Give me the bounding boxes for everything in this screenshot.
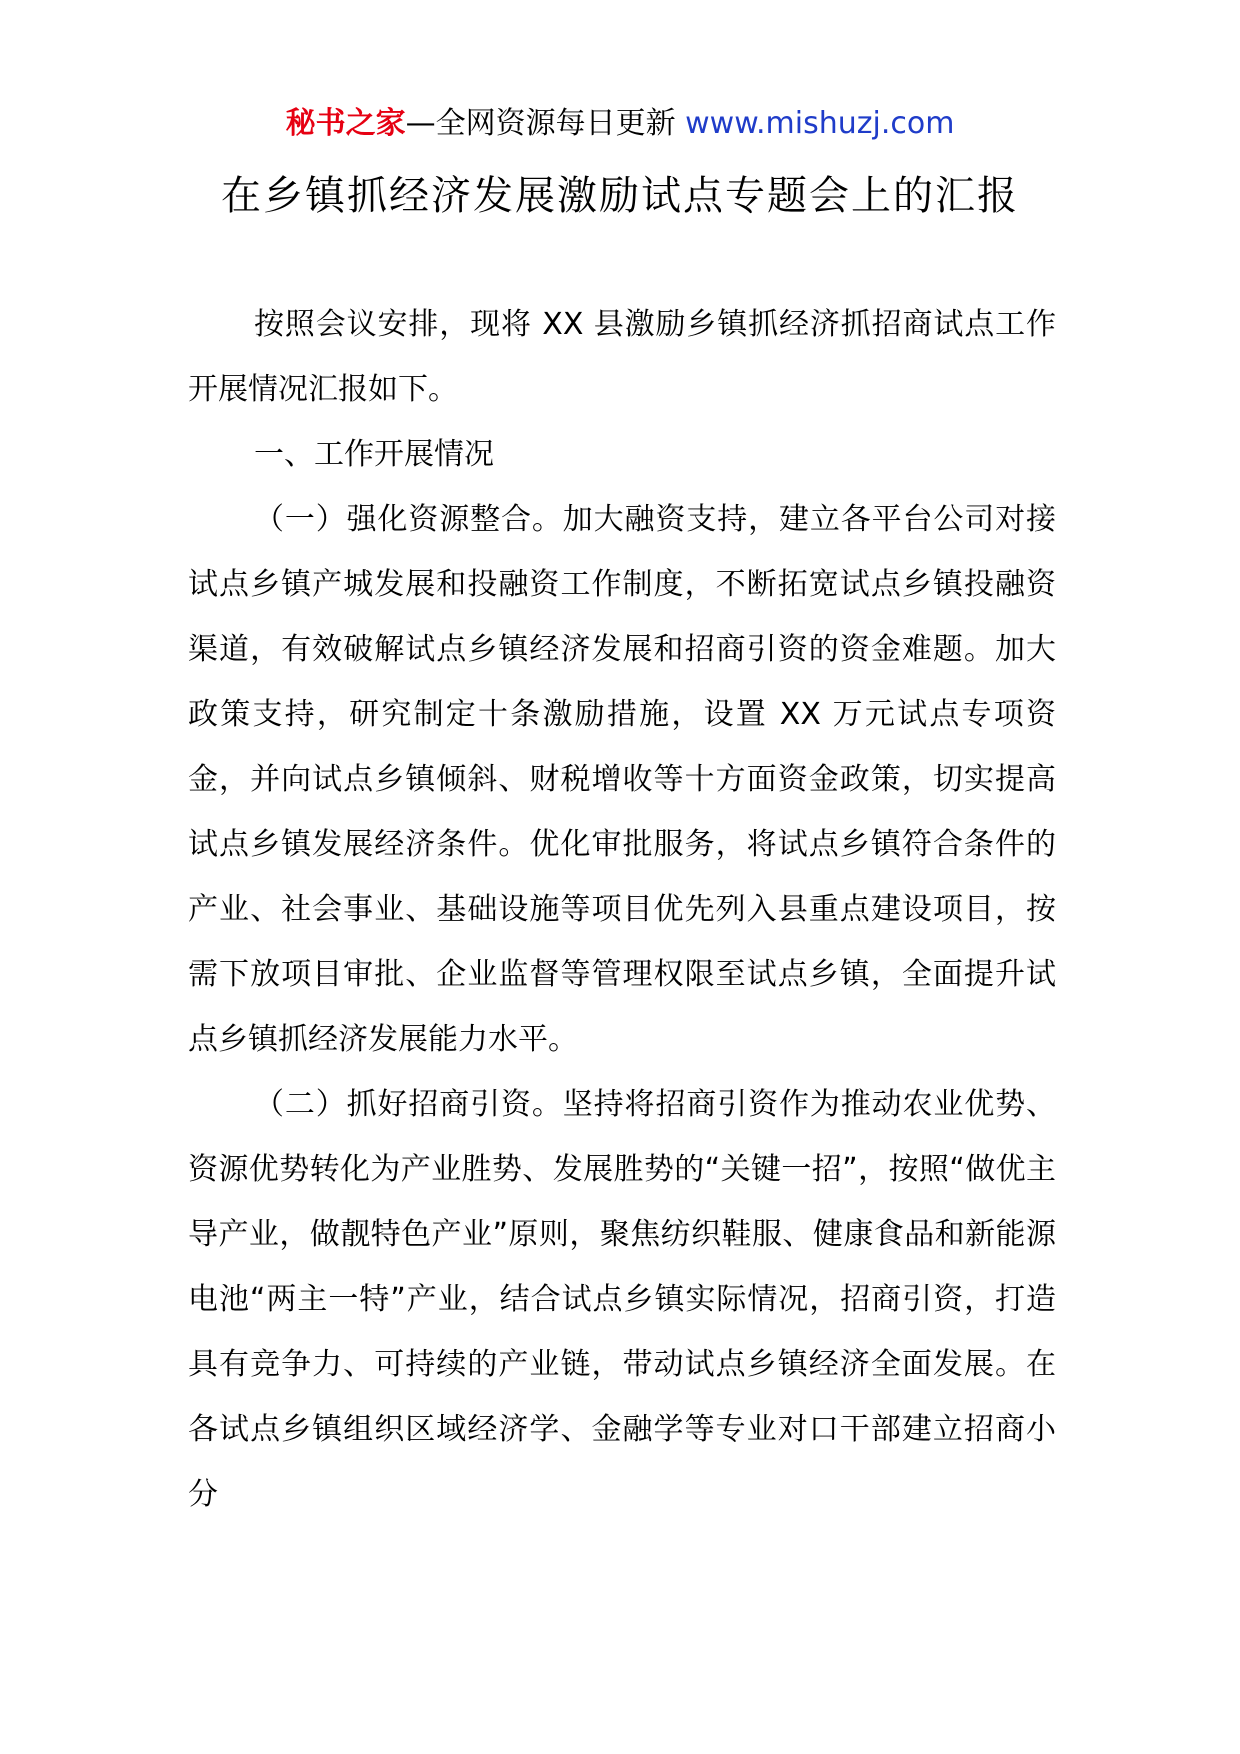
body-paragraph: （一）强化资源整合。加大融资支持，建立各平台公司对接试点乡镇产城发展和投融资工作制度，不断拓宽试点乡镇投融资渠道，有效破解试点乡镇经济发展和招商引资的资金难题。加大政策支持，研究制定十条激励措施，设置 XX 万元试点专项资金，并向试点乡镇倾斜、财税增收等十方面资金政策，切实提高试点乡镇发展经济条件。优化审批服务，将试点乡镇符合条件的产业、社会事业、基础设施等项目优先列入县重点建设项目，按需下放项目审批、企业监督等管理权限至试点乡镇，全面提升试点乡镇抓经济发展能力水平。: [188, 502, 1056, 1057]
site-header: [0, 104, 1240, 144]
site-brand: 秘书之家: [285, 106, 406, 141]
site-url: www.mishuzj.com: [685, 106, 955, 141]
body-paragraph: （二）抓好招商引资。坚持将招商引资作为推动农业优势、资源优势转化为产业胜势、发展胜势的“关键一招”，按照“做优主导产业，做靓特色产业”原则，聚焦纺织鞋服、健康食品和新能源电池“两主一特”产业，结合试点乡镇实际情况，招商引资，打造具有竞争力、可持续的产业链，带动试点乡镇经济全面发展。在各试点乡镇组织区域经济学、金融学等专业对口干部建立招商小分: [188, 1087, 1056, 1512]
section-heading: 一、工作开展情况: [254, 437, 494, 472]
document-body: [188, 292, 1056, 1527]
document-title: 在乡镇抓经济发展激励试点专题会上的汇报: [221, 173, 1019, 219]
intro-paragraph: 按照会议安排，现将 XX 县激励乡镇抓经济抓招商试点工作开展情况汇报如下。: [188, 307, 1056, 407]
site-tagline: —全网资源每日更新: [405, 106, 686, 141]
